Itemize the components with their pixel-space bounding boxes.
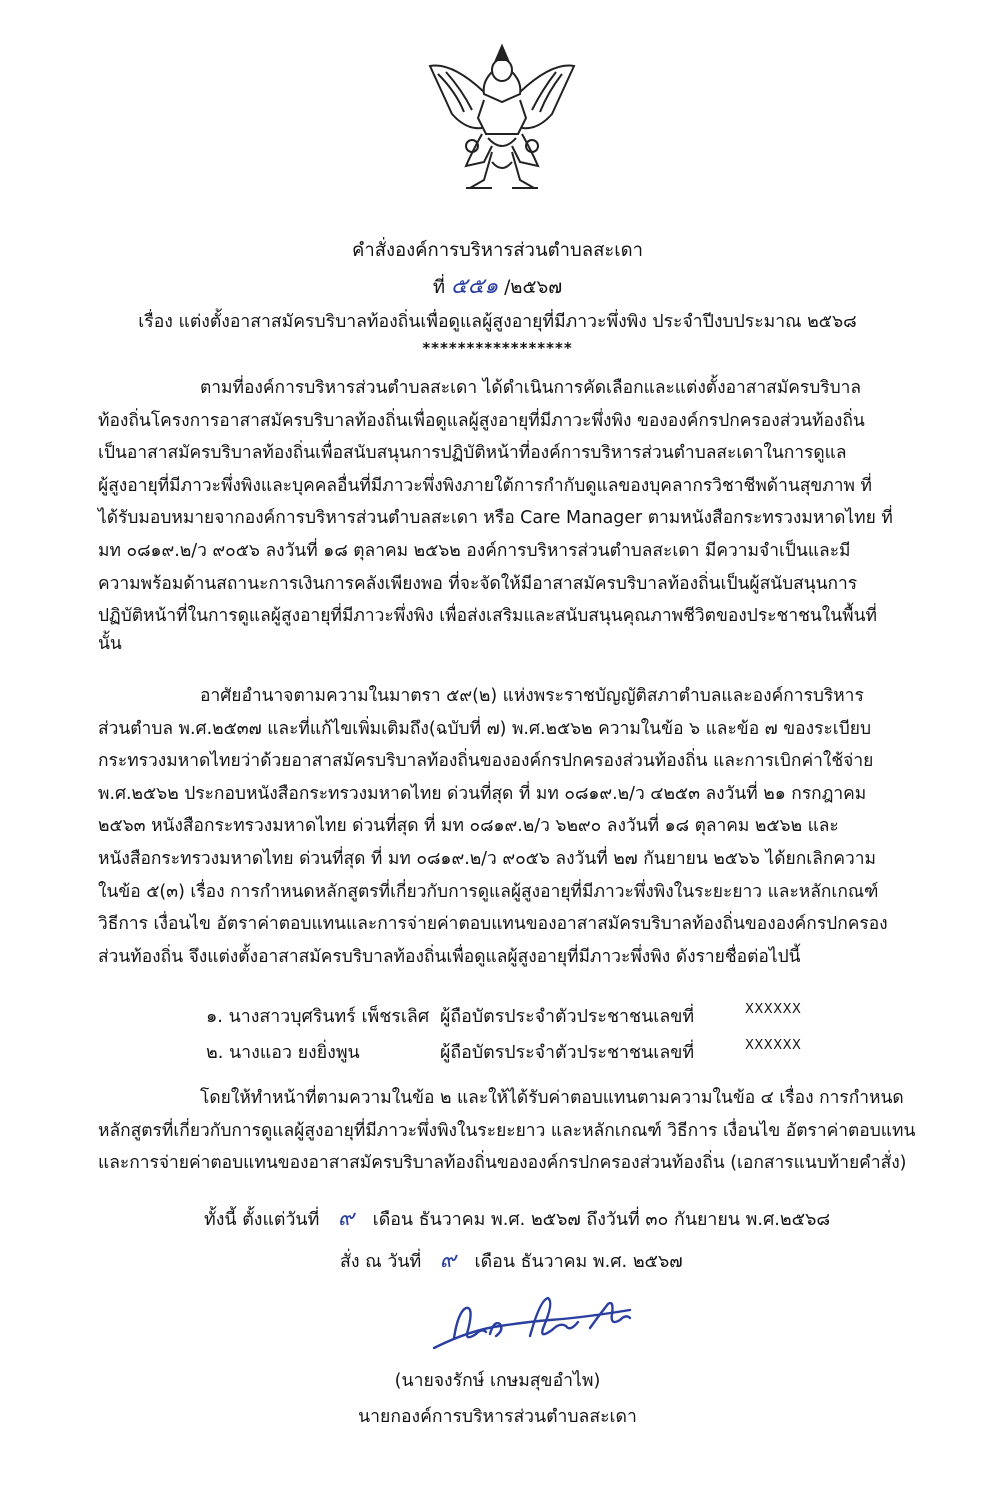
paragraph-line: โดยให้ทำหน้าที่ตามความในข้อ ๒ และให้ได้รับค่าตอบแทนตามความในข้อ ๔ เรื่อง การกำหนด (200, 1088, 904, 1108)
order-number (0, 268, 995, 303)
appointee-2-id-label: ผู้ถือบัตรประจำตัวประชาชนเลขที่ (440, 1042, 695, 1063)
effective-period (204, 1200, 830, 1235)
garuda-emblem-icon (422, 42, 582, 202)
paragraph-line: วิธีการ เงื่อนไข อัตราค่าตอบแทนและการจ่ายค่าตอบแทนของอาสาสมัครบริบาลท้องถิ่นขององค์กรปกครอง (98, 914, 888, 935)
subject-line: เรื่อง แต่งตั้งอาสาสมัครบริบาลท้องถิ่นเพื่อดูแลผู้สูงอายุที่มีภาวะพึ่งพิง ประจำปีงบประมาณ ๒๕๖๘ (138, 312, 857, 332)
paragraph-line: ตามที่องค์การบริหารส่วนตำบลสะเดา ได้ดำเนินการคัดเลือกและแต่งตั้งอาสาสมัครบริบาล (200, 378, 862, 398)
paragraph-line: ส่วนตำบล พ.ศ.๒๕๓๗ และที่แก้ไขเพิ่มเติมถึง(ฉบับที่ ๗) พ.ศ.๒๕๖๒ ความในข้อ ๖ และข้อ ๗ ของระเบียบ (98, 718, 871, 739)
paragraph-line: หนังสือกระทรวงมหาดไทย ด่วนที่สุด ที่ มท ๐๘๑๙.๒/ว ๙๐๕๖ ลงวันที่ ๒๗ กันยายน ๒๕๖๖ ได้ยกเลิกความ (98, 848, 877, 869)
issuer-title: คำสั่งองค์การบริหารส่วนตำบลสะเดา (351, 240, 644, 261)
signatory-name: (นายจงรักษ์ เกษมสุขอำไพ) (394, 1371, 601, 1391)
paragraph-line: มท ๐๘๑๙.๒/ว ๙๐๕๖ ลงวันที่ ๑๘ ตุลาคม ๒๕๖๒ องค์การบริหารส่วนตำบลสะเดา มีความจำเป็นและมี (98, 540, 851, 561)
paragraph-line: ส่วนท้องถิ่น จึงแต่งตั้งอาสาสมัครบริบาลท้องถิ่นเพื่อดูแลผู้สูงอายุที่มีภาวะพึ่งพิง ดังรายชื่อต่อไปนี้ (98, 946, 801, 967)
appointee-1-name: ๑. นางสาวบุศรินทร์ เพ็ชรเลิศ (206, 1006, 430, 1027)
paragraph-1 (98, 372, 936, 655)
paragraph-line: ในข้อ ๕(๓) เรื่อง การกำหนดหลักสูตรที่เกี่ยวกับการดูแลผู้สูงอายุที่มีภาวะพึ่งพิงในระยะยาว และหลักเกณฑ์ (98, 881, 879, 902)
paragraph-line: นั้น (98, 633, 122, 654)
paragraph-line: ปฏิบัติหน้าที่ในการดูแลผู้สูงอายุที่มีภาวะพึ่งพิง เพื่อส่งเสริมและสนับสนุนคุณภาพชีวิตของประชาชนในพื้นที่ (98, 606, 877, 627)
paragraph-line: หลักสูตรที่เกี่ยวกับการดูแลผู้สูงอายุที่มีภาวะพึ่งพิงในระยะยาว และหลักเกณฑ์ วิธีการ เงื่อนไข อัตราค่าตอบแทน (98, 1120, 916, 1141)
appointee-1-id-label: ผู้ถือบัตรประจำตัวประชาชนเลขที่ (440, 1006, 695, 1027)
appointee-2-name: ๒. นางแอว ยงยิ่งพูน (206, 1042, 360, 1063)
ordered-day-handwritten: ๙ (439, 1248, 456, 1273)
effective-rest: เดือน ธันวาคม พ.ศ. ๒๕๖๗ ถึงวันที่ ๓๐ กันยายน พ.ศ.๒๕๖๘ (372, 1209, 831, 1230)
signatory-position: นายกองค์การบริหารส่วนตำบลสะเดา (358, 1407, 637, 1427)
order-number-prefix: ที่ (432, 277, 446, 298)
paragraph-line: ท้องถิ่นโครงการอาสาสมัครบริบาลท้องถิ่นเพื่อดูแลผู้สูงอายุที่มีภาวะพึ่งพิง ขององค์กรปกครองส่วนท้องถิ่น (98, 410, 865, 431)
signature-icon (430, 1290, 640, 1362)
order-number-handwritten: ๕๕๑ (450, 274, 499, 299)
paragraph-line: อาศัยอำนาจตามความในมาตรา ๕๙(๒) แห่งพระราชบัญญัติสภาตำบลและองค์การบริหาร (200, 686, 864, 706)
paragraph-line: ผู้สูงอายุที่มีภาวะพึ่งพิงและบุคคลอื่นที่มีภาวะพึ่งพิงภายใต้การกำกับดูแลของบุคลากรวิชาชีพด้านสุขภาพ ที่ (98, 475, 872, 496)
paragraph-2 (98, 680, 936, 973)
paragraph-line: กระทรวงมหาดไทยว่าด้วยอาสาสมัครบริบาลท้องถิ่นขององค์กรปกครองส่วนท้องถิ่น และการเบิกค่าใช้จ่าย (98, 751, 874, 772)
paragraph-line: ความพร้อมด้านสถานะการเงินการคลังเพียงพอ ที่จะจัดให้มีอาสาสมัครบริบาลท้องถิ่นเป็นผู้สนับสนุนการ (98, 573, 858, 594)
ordered-rest: เดือน ธันวาคม พ.ศ. ๒๕๖๗ (474, 1251, 683, 1272)
paragraph-line: และการจ่ายค่าตอบแทนของอาสาสมัครบริบาลท้องถิ่นขององค์กรปกครองส่วนท้องถิ่น (เอกสารแนบท้ายคำสั่ง) (98, 1153, 907, 1174)
paragraph-line: ๒๕๖๓ หนังสือกระทรวงมหาดไทย ด่วนที่สุด ที่ มท ๐๘๑๙.๒/ว ๖๒๙๐ ลงวันที่ ๑๘ ตุลาคม ๒๕๖๒ และ (98, 816, 839, 837)
paragraph-line: พ.ศ.๒๕๖๒ ประกอบหนังสือกระทรวงมหาดไทย ด่วนที่สุด ที่ มท ๐๘๑๙.๒/ว ๔๒๕๓ ลงวันที่ ๒๑ กรกฎาคม (98, 783, 867, 804)
effective-prefix: ทั้งนี้ ตั้งแต่วันที่ (204, 1209, 320, 1230)
ordered-date (340, 1242, 683, 1277)
separator: ***************** (422, 339, 573, 357)
appointee-1-id-value: XXXXXX (745, 1002, 802, 1017)
effective-day-handwritten: ๙ (337, 1206, 355, 1231)
appointee-2-id-value: XXXXXX (745, 1038, 802, 1053)
paragraph-line: เป็นอาสาสมัครบริบาลท้องถิ่นเพื่อสนับสนุนการปฏิบัติหน้าที่องค์การบริหารส่วนตำบลสะเดาในการดูแล (98, 443, 847, 464)
ordered-prefix: สั่ง ณ วันที่ (340, 1251, 422, 1272)
paragraph-line: ได้รับมอบหมายจากองค์การบริหารส่วนตำบลสะเดา หรือ Care Manager ตามหนังสือกระทรวงมหาดไทย ที่ (98, 508, 893, 529)
order-year: /๒๕๖๗ (504, 277, 563, 298)
paragraph-3 (98, 1082, 936, 1180)
